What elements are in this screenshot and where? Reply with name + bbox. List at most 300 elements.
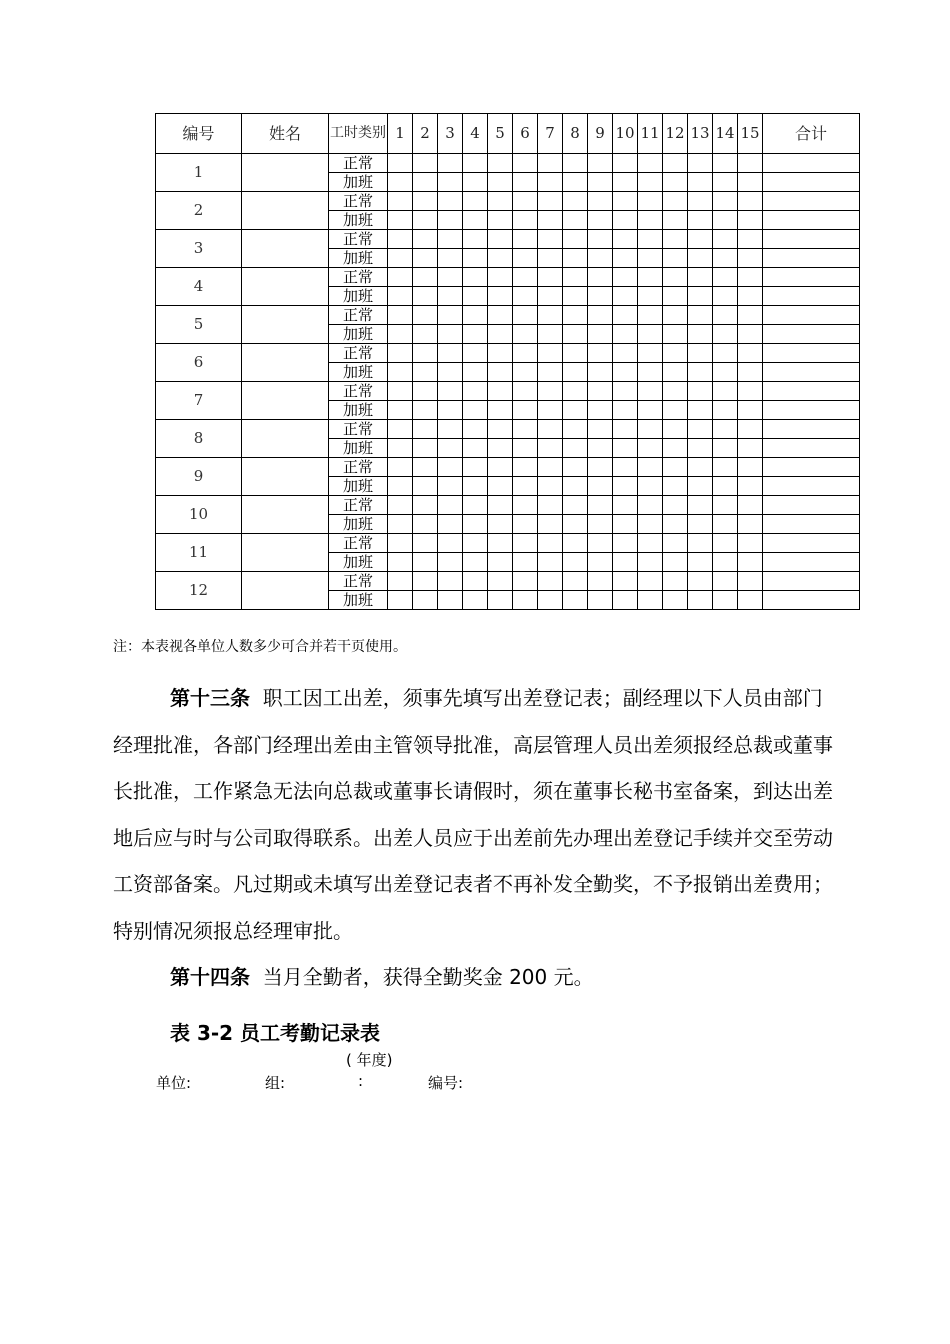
name-cell [242,572,329,610]
day-cell [613,553,638,572]
day-cell [488,344,513,363]
day-cell [613,249,638,268]
day-cell [388,458,413,477]
name-cell [242,382,329,420]
day-cell [563,287,588,306]
day-cell [463,420,488,439]
day-cell [688,496,713,515]
day-cell [413,211,438,230]
day-cell [388,553,413,572]
header-day: 6 [513,114,538,154]
day-cell [438,344,463,363]
day-cell [388,534,413,553]
day-cell [463,249,488,268]
day-cell [688,458,713,477]
day-cell [438,249,463,268]
day-cell [738,249,763,268]
day-cell [663,572,688,591]
day-cell [488,154,513,173]
day-cell [513,439,538,458]
day-cell [663,382,688,401]
day-cell [463,534,488,553]
day-cell [513,572,538,591]
header-day: 1 [388,114,413,154]
day-cell [538,154,563,173]
day-cell [463,363,488,382]
day-cell [738,477,763,496]
day-cell [713,363,738,382]
day-cell [388,496,413,515]
day-cell [638,154,663,173]
article-13-text: 职工因工出差，须事先填写出差登记表；副经理以下人员由部门经理批准，各部门经理出差由主管领导批准，高层管理人员出差须报经总裁或董事长批准，工作紧急无法向总裁或董事长请假时，须在董事长秘书室备案，到达出差地后应与时与公司取得联系。出差人员应于出差前先办理出差登记手续并交至劳动工资部备案。凡过期或未填写出差登记表者不再补发全勤奖，不予报销出差费用；特别情况须报总经理审批。 [113,686,833,943]
table-row [156,458,860,477]
day-cell [588,496,613,515]
day-cell [463,496,488,515]
day-cell [463,458,488,477]
day-cell [638,572,663,591]
day-cell [488,211,513,230]
header-type: 工时类别 [329,114,388,154]
day-cell [413,496,438,515]
row-number-cell: 3 [156,230,242,268]
day-cell [538,211,563,230]
day-cell [713,477,738,496]
day-cell [688,249,713,268]
total-cell [763,268,860,287]
type-overtime-cell: 加班 [329,591,388,610]
table-row [156,192,860,211]
day-cell [613,458,638,477]
day-cell [738,401,763,420]
day-cell [713,230,738,249]
type-normal-cell: 正常 [329,534,388,553]
total-cell [763,439,860,458]
day-cell [663,192,688,211]
header-day: 12 [663,114,688,154]
day-cell [588,439,613,458]
table-3-2-title: 表 3-2 员工考勤记录表 [170,1021,381,1045]
colon-label: : [358,1072,364,1090]
day-cell [638,230,663,249]
day-cell [563,420,588,439]
day-cell [713,287,738,306]
day-cell [388,268,413,287]
row-number-cell: 6 [156,344,242,382]
day-cell [688,344,713,363]
type-overtime-cell: 加班 [329,363,388,382]
day-cell [638,420,663,439]
day-cell [538,534,563,553]
day-cell [588,401,613,420]
day-cell [638,344,663,363]
day-cell [638,173,663,192]
name-cell [242,496,329,534]
day-cell [613,420,638,439]
day-cell [563,382,588,401]
day-cell [613,192,638,211]
day-cell [488,553,513,572]
day-cell [438,382,463,401]
day-cell [688,382,713,401]
day-cell [638,249,663,268]
day-cell [613,496,638,515]
day-cell [588,211,613,230]
row-number-cell: 9 [156,458,242,496]
day-cell [713,458,738,477]
day-cell [563,439,588,458]
type-overtime-cell: 加班 [329,249,388,268]
day-cell [513,515,538,534]
day-cell [538,382,563,401]
day-cell [463,515,488,534]
day-cell [563,192,588,211]
table-row [156,230,860,249]
day-cell [488,287,513,306]
day-cell [713,553,738,572]
day-cell [738,458,763,477]
article-14-heading: 第十四条 [170,965,250,989]
day-cell [638,458,663,477]
day-cell [488,534,513,553]
day-cell [688,211,713,230]
day-cell [538,306,563,325]
day-cell [713,439,738,458]
day-cell [613,268,638,287]
day-cell [588,154,613,173]
day-cell [738,306,763,325]
day-cell [438,211,463,230]
type-normal-cell: 正常 [329,344,388,363]
table-row [156,382,860,401]
day-cell [738,344,763,363]
day-cell [388,515,413,534]
total-cell [763,325,860,344]
day-cell [488,382,513,401]
day-cell [438,553,463,572]
day-cell [538,325,563,344]
day-cell [663,230,688,249]
day-cell [688,553,713,572]
day-cell [488,173,513,192]
day-cell [413,458,438,477]
day-cell [563,306,588,325]
header-total: 合计 [763,114,860,154]
day-cell [663,173,688,192]
table-row [156,572,860,591]
day-cell [588,534,613,553]
total-cell [763,363,860,382]
number-label: 编号: [428,1074,464,1092]
day-cell [488,268,513,287]
day-cell [538,268,563,287]
type-normal-cell: 正常 [329,458,388,477]
day-cell [663,477,688,496]
day-cell [613,344,638,363]
day-cell [413,382,438,401]
day-cell [563,268,588,287]
day-cell [638,401,663,420]
row-number-cell: 11 [156,534,242,572]
day-cell [388,211,413,230]
day-cell [438,401,463,420]
day-cell [488,230,513,249]
type-normal-cell: 正常 [329,230,388,249]
day-cell [538,344,563,363]
day-cell [638,287,663,306]
day-cell [488,515,513,534]
day-cell [663,496,688,515]
day-cell [563,230,588,249]
type-overtime-cell: 加班 [329,401,388,420]
total-cell [763,420,860,439]
table-header-row [156,114,860,154]
row-number-cell: 7 [156,382,242,420]
day-cell [388,230,413,249]
day-cell [413,192,438,211]
day-cell [463,173,488,192]
day-cell [513,325,538,344]
day-cell [638,192,663,211]
day-cell [663,325,688,344]
day-cell [663,363,688,382]
day-cell [463,230,488,249]
name-cell [242,230,329,268]
day-cell [463,344,488,363]
day-cell [588,553,613,572]
article-14-text: 当月全勤者，获得全勤奖金 200 元。 [262,965,594,989]
day-cell [663,591,688,610]
name-cell [242,306,329,344]
day-cell [738,420,763,439]
day-cell [538,401,563,420]
total-cell [763,496,860,515]
day-cell [588,458,613,477]
day-cell [638,591,663,610]
day-cell [438,192,463,211]
name-cell [242,420,329,458]
row-number-cell: 12 [156,572,242,610]
row-number-cell: 5 [156,306,242,344]
day-cell [488,591,513,610]
day-cell [413,154,438,173]
day-cell [513,534,538,553]
day-cell [713,420,738,439]
day-cell [688,401,713,420]
day-cell [613,154,638,173]
day-cell [638,496,663,515]
day-cell [538,420,563,439]
table-row [156,306,860,325]
header-day: 5 [488,114,513,154]
day-cell [713,534,738,553]
day-cell [713,211,738,230]
header-day: 8 [563,114,588,154]
day-cell [488,572,513,591]
day-cell [663,420,688,439]
day-cell [613,591,638,610]
day-cell [413,173,438,192]
day-cell [638,268,663,287]
day-cell [488,420,513,439]
day-cell [663,306,688,325]
day-cell [688,287,713,306]
day-cell [413,534,438,553]
day-cell [438,477,463,496]
name-cell [242,268,329,306]
day-cell [738,211,763,230]
day-cell [388,477,413,496]
day-cell [538,363,563,382]
table-row [156,496,860,515]
total-cell [763,515,860,534]
day-cell [688,420,713,439]
day-cell [538,458,563,477]
type-normal-cell: 正常 [329,496,388,515]
day-cell [638,515,663,534]
total-cell [763,344,860,363]
day-cell [413,325,438,344]
day-cell [488,363,513,382]
total-cell [763,192,860,211]
day-cell [388,173,413,192]
total-cell [763,591,860,610]
day-cell [738,439,763,458]
day-cell [663,268,688,287]
day-cell [688,515,713,534]
type-overtime-cell: 加班 [329,477,388,496]
day-cell [538,439,563,458]
day-cell [513,477,538,496]
day-cell [513,268,538,287]
day-cell [738,325,763,344]
header-day: 15 [738,114,763,154]
day-cell [688,154,713,173]
day-cell [438,591,463,610]
total-cell [763,382,860,401]
day-cell [613,306,638,325]
day-cell [463,382,488,401]
table-row [156,344,860,363]
day-cell [713,515,738,534]
day-cell [513,591,538,610]
day-cell [688,306,713,325]
article-13-paragraph [113,675,838,954]
day-cell [563,572,588,591]
day-cell [563,154,588,173]
day-cell [688,534,713,553]
day-cell [463,477,488,496]
type-normal-cell: 正常 [329,572,388,591]
day-cell [613,382,638,401]
day-cell [513,420,538,439]
day-cell [413,477,438,496]
day-cell [413,420,438,439]
day-cell [738,230,763,249]
day-cell [563,591,588,610]
day-cell [713,173,738,192]
day-cell [563,363,588,382]
day-cell [738,553,763,572]
article-14-paragraph [113,954,838,1001]
day-cell [438,325,463,344]
day-cell [438,458,463,477]
day-cell [413,287,438,306]
day-cell [613,401,638,420]
header-day: 4 [463,114,488,154]
day-cell [663,154,688,173]
day-cell [463,211,488,230]
day-cell [438,534,463,553]
day-cell [738,382,763,401]
day-cell [438,439,463,458]
day-cell [413,439,438,458]
day-cell [663,515,688,534]
day-cell [538,230,563,249]
day-cell [563,401,588,420]
day-cell [538,249,563,268]
day-cell [663,458,688,477]
day-cell [738,572,763,591]
day-cell [413,553,438,572]
type-normal-cell: 正常 [329,420,388,439]
day-cell [588,515,613,534]
day-cell [388,420,413,439]
day-cell [613,173,638,192]
type-overtime-cell: 加班 [329,287,388,306]
day-cell [388,287,413,306]
day-cell [413,268,438,287]
day-cell [713,344,738,363]
row-number-cell: 1 [156,154,242,192]
day-cell [463,591,488,610]
day-cell [488,306,513,325]
day-cell [513,363,538,382]
day-cell [413,515,438,534]
day-cell [513,173,538,192]
day-cell [488,401,513,420]
day-cell [463,439,488,458]
day-cell [588,249,613,268]
day-cell [463,572,488,591]
day-cell [388,439,413,458]
day-cell [638,325,663,344]
total-cell [763,173,860,192]
type-overtime-cell: 加班 [329,173,388,192]
day-cell [438,268,463,287]
day-cell [438,154,463,173]
day-cell [563,477,588,496]
day-cell [588,173,613,192]
day-cell [538,287,563,306]
table-row [156,154,860,173]
day-cell [513,401,538,420]
day-cell [588,382,613,401]
day-cell [613,572,638,591]
header-day: 3 [438,114,463,154]
type-overtime-cell: 加班 [329,553,388,572]
day-cell [738,192,763,211]
day-cell [513,306,538,325]
day-cell [613,477,638,496]
day-cell [563,173,588,192]
day-cell [563,344,588,363]
day-cell [713,591,738,610]
type-normal-cell: 正常 [329,306,388,325]
day-cell [438,572,463,591]
type-normal-cell: 正常 [329,382,388,401]
day-cell [663,344,688,363]
day-cell [488,325,513,344]
